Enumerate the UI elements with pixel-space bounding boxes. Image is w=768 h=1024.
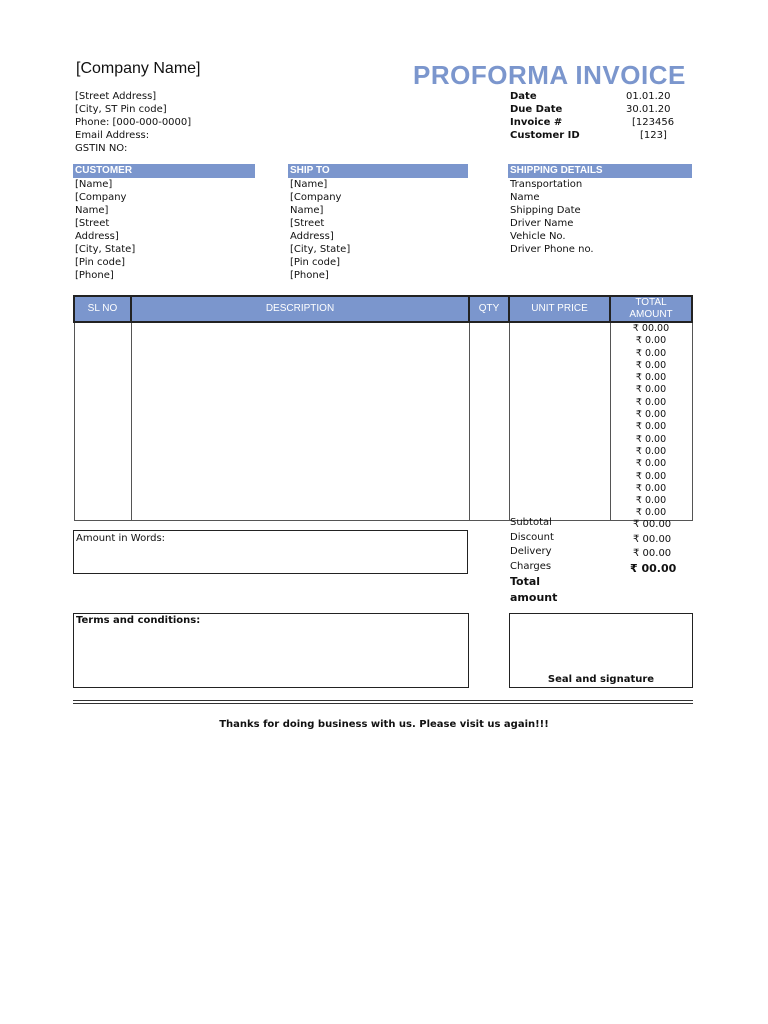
amount-value: ₹ 0.00	[635, 384, 667, 396]
amount-value: ₹ 0.00	[635, 458, 667, 470]
company-name: [Company Name]	[76, 60, 201, 77]
total-amount-label-line2: amount	[510, 591, 558, 604]
document-title: PROFORMA INVOICE	[413, 60, 686, 90]
ship-to-line: [Phone]	[290, 270, 329, 281]
customer-heading: CUSTOMER	[73, 164, 255, 178]
shipping-line: Shipping Date	[510, 205, 581, 216]
amount-in-words-label: Amount in Words:	[76, 533, 166, 544]
ship-to-line: [Name]	[290, 179, 328, 190]
amount-value: ₹ 0.00	[635, 482, 667, 494]
amount-value: ₹ 0.00	[635, 507, 667, 519]
amount-value: ₹ 0.00	[635, 335, 667, 347]
customer-line: Address]	[75, 231, 119, 242]
customer-line: [City, State]	[75, 244, 136, 255]
description-cell[interactable]	[131, 322, 469, 520]
table-header-row	[74, 296, 692, 322]
company-address	[75, 90, 191, 155]
invoice-number-value: [123456	[632, 117, 675, 128]
amount-value: ₹ 0.00	[635, 372, 667, 384]
amount-value: ₹ 0.00	[635, 359, 667, 371]
customer-line: [Phone]	[75, 270, 114, 281]
due-date-label: Due Date	[510, 104, 563, 115]
ship-to-line: Address]	[290, 231, 334, 242]
shipping-line: Driver Phone no.	[510, 244, 594, 255]
shipping-details-heading: SHIPPING DETAILS	[508, 164, 692, 178]
footer-divider	[73, 700, 693, 701]
amount-value: ₹ 00.00	[632, 323, 670, 334]
ship-to-line: [Company	[290, 192, 342, 203]
subtotal-label: Subtotal	[510, 517, 552, 528]
customer-line: [Name]	[75, 179, 113, 190]
description-header: DESCRIPTION	[131, 296, 469, 322]
seal-signature-box[interactable]	[509, 613, 693, 688]
total-amount-header	[610, 296, 692, 322]
thank-you-message: Thanks for doing business with us. Please visit us again!!!	[219, 719, 549, 730]
address-line: Phone: [000-000-0000]	[75, 117, 192, 128]
total-amount-value: ₹ 00.00	[630, 561, 677, 575]
amount-value: ₹ 0.00	[635, 396, 667, 408]
discount-value: ₹ 00.00	[633, 533, 672, 545]
discount-label: Discount	[510, 531, 554, 543]
address-line: [City, ST Pin code]	[75, 104, 167, 115]
delivery-value: ₹ 00.00	[633, 548, 672, 559]
customer-line: [Company	[75, 192, 127, 203]
total-amount-cell[interactable]	[610, 322, 692, 520]
customer-line: Name]	[75, 205, 109, 216]
ship-to-heading: SHIP TO	[288, 164, 468, 178]
amount-value: ₹ 0.00	[635, 421, 667, 433]
customer-section	[73, 164, 255, 282]
amount-header-line: AMOUNT	[629, 309, 673, 320]
customer-id-label: Customer ID	[510, 130, 580, 141]
sl-no-header: SL NO	[74, 296, 131, 322]
amount-value: ₹ 0.00	[635, 347, 667, 359]
summary-values	[630, 518, 677, 576]
shipping-details	[508, 178, 692, 256]
shipping-details-section	[508, 164, 692, 256]
amount-value: ₹ 0.00	[635, 495, 667, 507]
total-header-line: TOTAL	[635, 297, 667, 308]
amount-value: ₹ 0.00	[635, 470, 667, 482]
amount-value: ₹ 0.00	[635, 433, 667, 445]
terms-box[interactable]	[73, 613, 469, 688]
shipping-line: Transportation	[510, 179, 583, 190]
ship-to-line: [City, State]	[290, 244, 351, 255]
address-line: [Street Address]	[75, 91, 157, 102]
ship-to-line: Name]	[290, 205, 324, 216]
date-label: Date	[510, 91, 537, 102]
customer-id-value: [123]	[640, 130, 667, 141]
ship-to-line: [Pin code]	[290, 257, 341, 268]
invoice-number-label: Invoice #	[510, 117, 563, 128]
customer-line: [Pin code]	[75, 257, 126, 268]
qty-header: QTY	[469, 296, 509, 322]
amount-in-words-box[interactable]	[73, 530, 468, 574]
ship-to-section	[288, 164, 468, 282]
delivery-label: Delivery	[510, 546, 552, 557]
charges-label: Charges	[510, 560, 552, 572]
seal-signature-label: Seal and signature	[547, 674, 655, 685]
amount-value: ₹ 0.00	[635, 409, 667, 421]
ship-to-details	[288, 178, 468, 282]
summary-labels	[510, 516, 557, 606]
items-table	[73, 295, 693, 521]
subtotal-value: ₹ 00.00	[633, 519, 672, 530]
due-date-value: 30.01.20	[626, 104, 671, 115]
qty-cell[interactable]	[469, 322, 509, 520]
shipping-line: Vehicle No.	[510, 231, 566, 242]
invoice-meta-values	[626, 90, 674, 142]
shipping-line: Driver Name	[510, 218, 574, 229]
terms-label: Terms and conditions:	[76, 615, 201, 626]
address-line: GSTIN NO:	[75, 143, 128, 154]
date-value: 01.01.20	[626, 91, 671, 102]
total-amount-label-line1: Total	[510, 575, 541, 588]
unit-price-header: UNIT PRICE	[509, 296, 610, 322]
amount-value: ₹ 0.00	[635, 445, 667, 457]
invoice-meta-labels	[510, 90, 580, 142]
footer-divider	[73, 703, 693, 704]
customer-line: [Street	[75, 218, 110, 229]
unit-price-cell[interactable]	[509, 322, 610, 520]
table-row	[74, 322, 692, 520]
ship-to-line: [Street	[290, 218, 325, 229]
customer-details	[73, 178, 255, 282]
sl-no-cell[interactable]	[74, 322, 131, 520]
shipping-line: Name	[510, 192, 540, 203]
address-line: Email Address:	[75, 130, 150, 141]
